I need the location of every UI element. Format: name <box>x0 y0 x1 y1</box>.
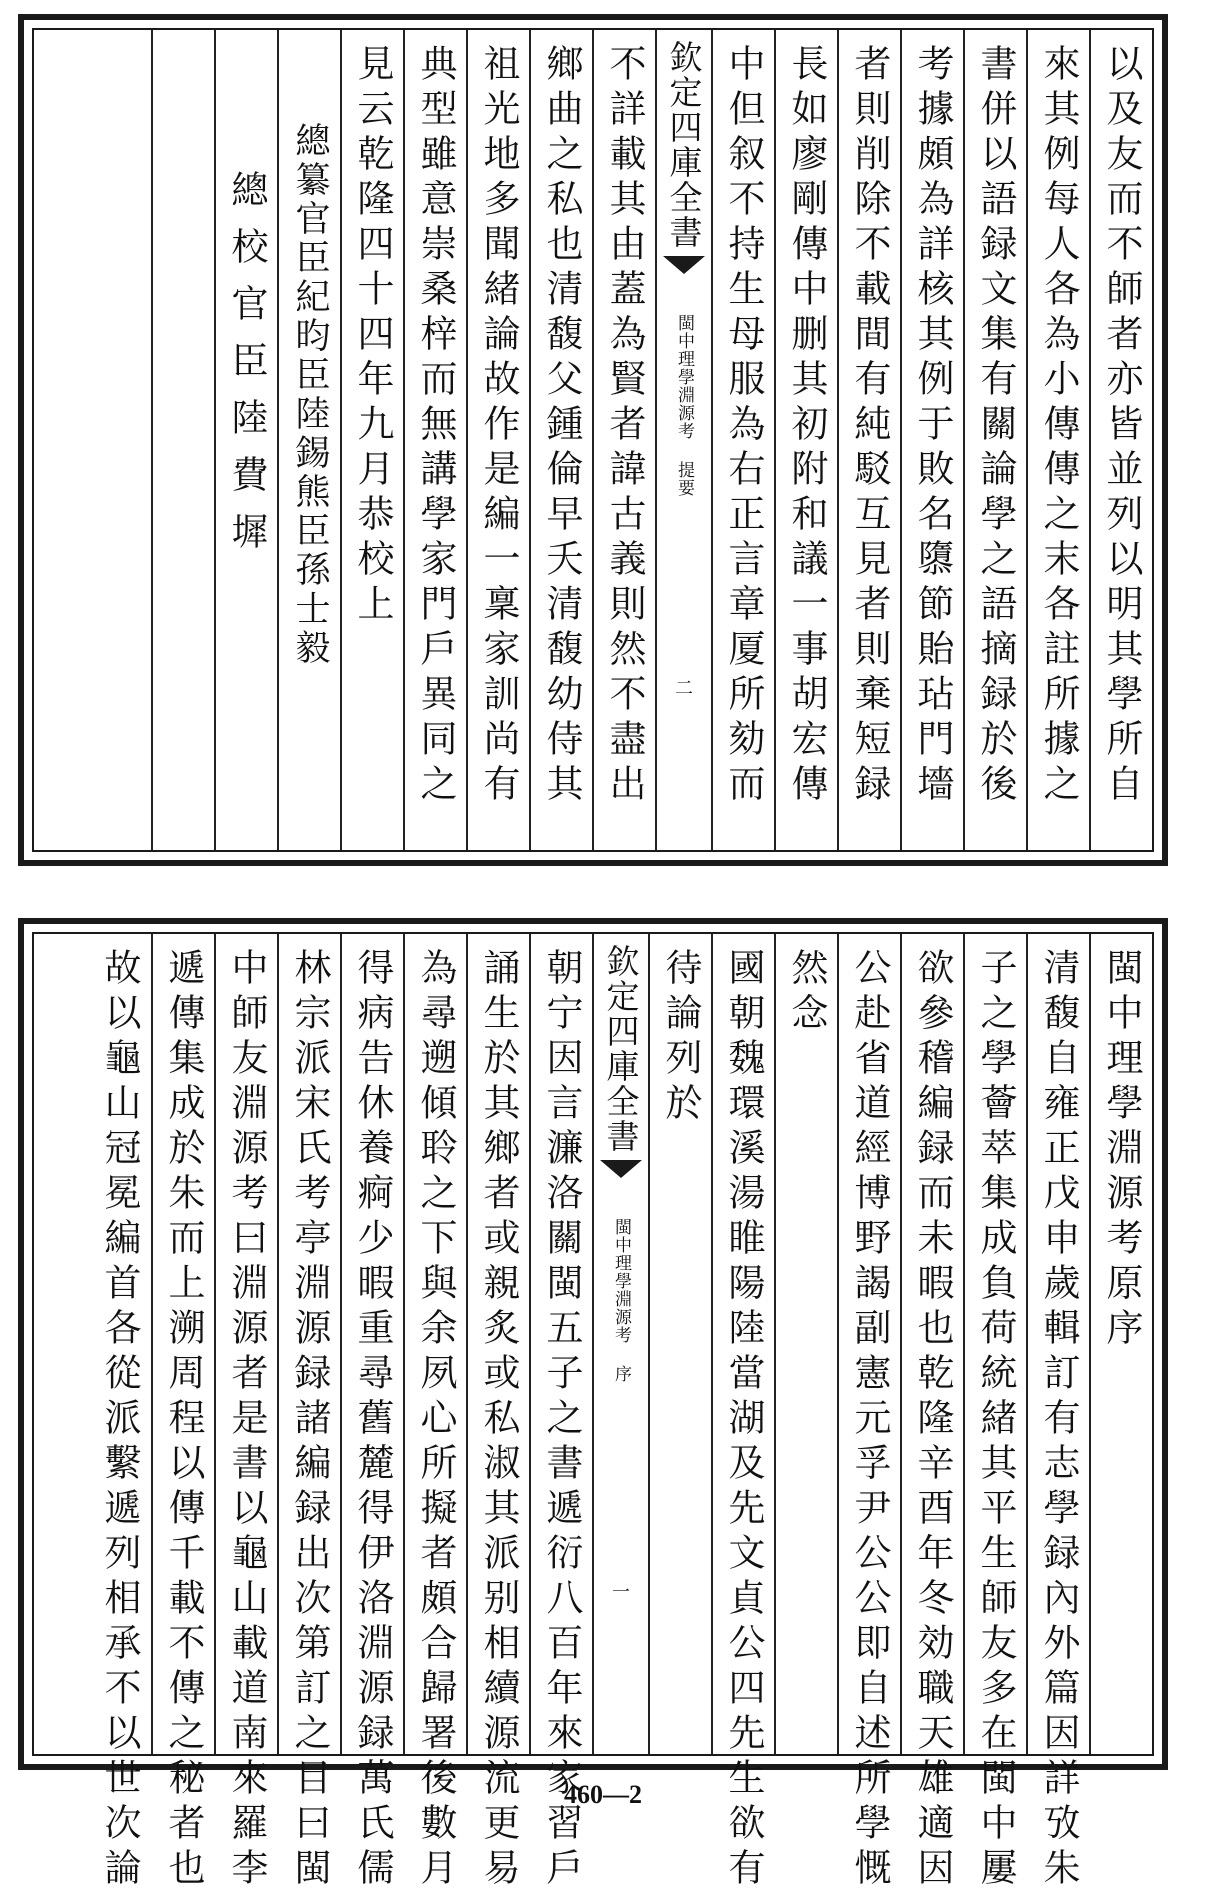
bottom-right-col-6: 然念 <box>774 934 837 1754</box>
bottom-left-col-6: 中師友淵源考曰淵源者是書以龜山載道南來羅李 <box>214 934 277 1754</box>
scan-page-number: 460—2 <box>564 1780 642 1809</box>
bottom-right-col-1: 閩中理學淵源考原序 <box>1089 934 1152 1754</box>
bottom-right-col-7: 國朝魏環溪湯睢陽陸當湖及先文貞公四先生欲有 <box>711 934 774 1754</box>
bottom-left-col-5: 林宗派宋氏考亭淵源録諸編録出次第訂之目曰閩 <box>277 934 340 1754</box>
top-right-col-2: 來其例每人各為小傳傳之末各註所據之 <box>1026 30 1089 850</box>
bottom-right-col-4: 欲參稽編録而未暇也乾隆辛酉年冬効職天雄適因 <box>900 934 963 1754</box>
bottom-left-col-3: 為尋遡傾聆之下與余夙心所擬者頗合歸署後數月 <box>403 934 466 1754</box>
bottom-right-col-5: 公赴省道經博野謁副憲元孚尹公公即自述所學慨 <box>837 934 900 1754</box>
top-page-frame <box>32 28 1154 852</box>
top-fish-tail-mark <box>663 256 705 274</box>
bottom-right-col-2: 清馥自雍正戊申歲輯訂有志學録內外篇因詳攷朱 <box>1026 934 1089 1754</box>
bottom-left-col-8: 故以龜山冠冕編首各從派繫遞列相承不以世次論 <box>98 948 141 1893</box>
bottom-fish-tail-mark <box>600 1160 642 1178</box>
bottom-left-col-7: 遞傳集成於朱而上溯周程以傳千載不傳之秘者也 <box>151 934 214 1754</box>
top-left-col-1: 不詳載其由蓋為賢者諱古義則然不盡出 <box>592 30 655 850</box>
bottom-margin-page-number: 一 <box>612 1582 630 1603</box>
top-page <box>18 14 1168 866</box>
top-left-col-2: 鄉曲之私也清馥父鍾倫早夭清馥幼侍其 <box>529 30 592 850</box>
top-right-col-5: 者則削除不載間有純駁互見者則棄短録 <box>837 30 900 850</box>
top-editors-signature: 總纂官臣紀昀臣陸錫熊臣孫士毅 <box>277 30 340 850</box>
bottom-right-col-3: 子之學薈萃集成負荷統緒其平生師友多在閩中屢 <box>963 934 1026 1754</box>
top-right-col-1: 以及友而不師者亦皆並列以明其學所自 <box>1089 30 1152 850</box>
top-margin-page-number: 二 <box>675 678 693 699</box>
top-right-col-4: 考據頗為詳核其例于敗名隳節貽玷門墻 <box>900 30 963 850</box>
top-left-col-4: 典型雖意崇桑梓而無講學家門戶異同之 <box>403 30 466 850</box>
top-fold-margin <box>655 30 711 850</box>
bottom-margin-subtitle: 閩中理學淵源考 序 <box>611 1218 632 1383</box>
top-blank-col-1 <box>151 30 214 850</box>
bottom-left-col-2: 誦生於其鄉者或親炙或私淑其派别相續源流更易 <box>466 934 529 1754</box>
bottom-right-col-8: 待論列於 <box>648 934 711 1754</box>
top-margin-title: 欽定四庫全書 <box>664 40 704 250</box>
top-left-col-3: 祖光地多聞緒論故作是編一稟家訓尚有 <box>466 30 529 850</box>
top-margin-subtitle: 閩中理學淵源考 提要 <box>674 314 695 497</box>
bottom-fold-margin <box>592 934 648 1754</box>
bottom-left-col-1: 朝宁因言濂洛關閩五子之書遞衍八百年來家習戶 <box>529 934 592 1754</box>
top-proofreader-signature: 總校官臣陸費墀 <box>214 30 277 850</box>
top-left-col-5: 見云乾隆四十四年九月恭校上 <box>340 30 403 850</box>
top-blank-col-2 <box>88 30 151 850</box>
bottom-left-col-4: 得病告休養痾少暇重尋舊麓得伊洛淵源録萬氏儒 <box>340 934 403 1754</box>
top-right-col-3: 書併以語録文集有關論學之語摘録於後 <box>963 30 1026 850</box>
top-right-col-7: 中但叙不持生母服為右正言章厦所劾而 <box>711 30 774 850</box>
bottom-margin-title: 欽定四庫全書 <box>601 944 641 1154</box>
top-right-col-6: 長如廖剛傳中删其初附和議一事胡宏傳 <box>774 30 837 850</box>
